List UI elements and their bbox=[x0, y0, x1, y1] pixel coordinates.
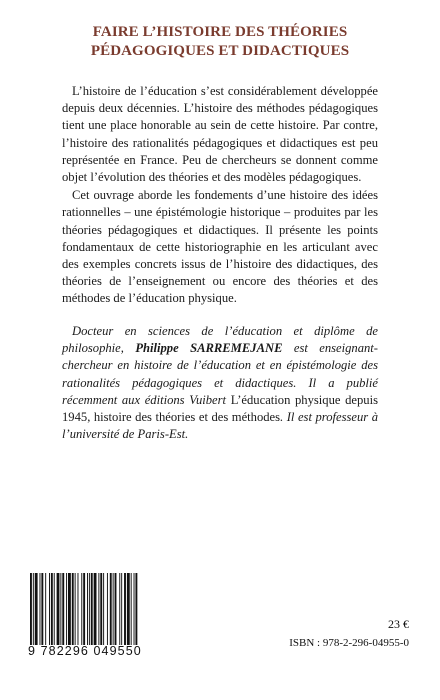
barcode-bar bbox=[100, 573, 102, 645]
barcode-digits: 9 782296 049550 bbox=[28, 644, 142, 658]
barcode-bar bbox=[68, 573, 71, 645]
barcode-bar bbox=[134, 573, 135, 645]
author-name: Philippe SARREMEJANE bbox=[135, 341, 283, 356]
barcode-bar bbox=[107, 573, 108, 645]
barcode-bar bbox=[113, 573, 114, 645]
barcode-bar bbox=[94, 573, 97, 645]
title-line-1: FAIRE L’HISTOIRE DES THÉORIES bbox=[92, 24, 348, 40]
barcode-bar bbox=[131, 573, 132, 645]
barcode-bar bbox=[51, 573, 53, 645]
barcode-bar bbox=[119, 573, 120, 645]
price: 23 € bbox=[388, 617, 409, 631]
barcode-bar bbox=[115, 573, 117, 645]
barcode-bar bbox=[35, 573, 38, 645]
barcode-bar bbox=[98, 573, 99, 645]
barcode-bar bbox=[110, 573, 112, 645]
barcode-bar bbox=[78, 573, 79, 645]
barcode-bar bbox=[83, 573, 85, 645]
barcode-bar bbox=[62, 573, 64, 645]
barcode-bar bbox=[33, 573, 34, 645]
bio-text: est enseignant-chercheur en histoire de l’éducation et en épistémologie des rationalités pédagogiques et didactiques. Il a publié récemment aux éditions Vuibert bbox=[62, 341, 379, 407]
barcode-bar bbox=[91, 573, 93, 645]
blurb-paragraph-1: L’histoire de l’éducation s’est considérablement développée depuis deux décennies. L’histoire des méthodes pédagogiques tient une place honorable au sein de cette histoire. Par contre, l’histoire des rationalités pédagogiques et didactiques est peu représentée en France. Peu de chercheurs se donnent comme objet l’évolution des théories et des modèles pédagogiques. bbox=[62, 84, 378, 185]
barcode-bar bbox=[124, 573, 126, 645]
back-cover-title bbox=[0, 23, 440, 61]
barcode-bar bbox=[135, 573, 137, 645]
barcode-bar bbox=[41, 573, 43, 645]
barcode-bar bbox=[54, 573, 55, 645]
barcode-bar bbox=[45, 573, 46, 645]
blurb-paragraph-2: Cet ouvrage aborde les fondements d’une histoire des idées rationnelles – une épistémologie historique – produites par les théories pédagogiques et didactiques. Il présente les points fondamentaux de cette historiographie en les articulant avec des exemples concrets issus de l’histoire des didactiques, des théories de l’enseignement ou encore des théories et des méthodes de l’éducation physique. bbox=[62, 188, 378, 306]
blurb bbox=[62, 83, 378, 308]
barcode-bar bbox=[40, 573, 41, 645]
barcode-bars bbox=[28, 573, 176, 645]
bio-closing: . Il est professeur à l’université de Paris-Est. bbox=[62, 410, 378, 442]
barcode-bar bbox=[57, 573, 60, 645]
book-title: L’éducation physique depuis 1945, histoire des théories et des méthodes bbox=[62, 392, 378, 425]
barcode-bar bbox=[49, 573, 50, 645]
barcode-bar bbox=[72, 573, 74, 645]
barcode-bar bbox=[121, 573, 122, 645]
barcode bbox=[28, 573, 176, 645]
barcode-bar bbox=[81, 573, 82, 645]
isbn: ISBN : 978-2-296-04955-0 bbox=[289, 637, 409, 649]
barcode-bar bbox=[60, 573, 61, 645]
bio-intro: Docteur en sciences de l’éducation et diplôme de philosophie, bbox=[62, 324, 378, 356]
barcode-bar bbox=[30, 573, 32, 645]
barcode-bar bbox=[89, 573, 90, 645]
barcode-bar bbox=[66, 573, 67, 645]
barcode-bar bbox=[103, 573, 104, 645]
barcode-bar bbox=[87, 573, 88, 645]
barcode-bar bbox=[75, 573, 76, 645]
title-line-2: PÉDAGOGIQUES ET DIDACTIQUES bbox=[90, 43, 350, 59]
barcode-bar bbox=[127, 573, 130, 645]
author-bio bbox=[62, 323, 378, 443]
